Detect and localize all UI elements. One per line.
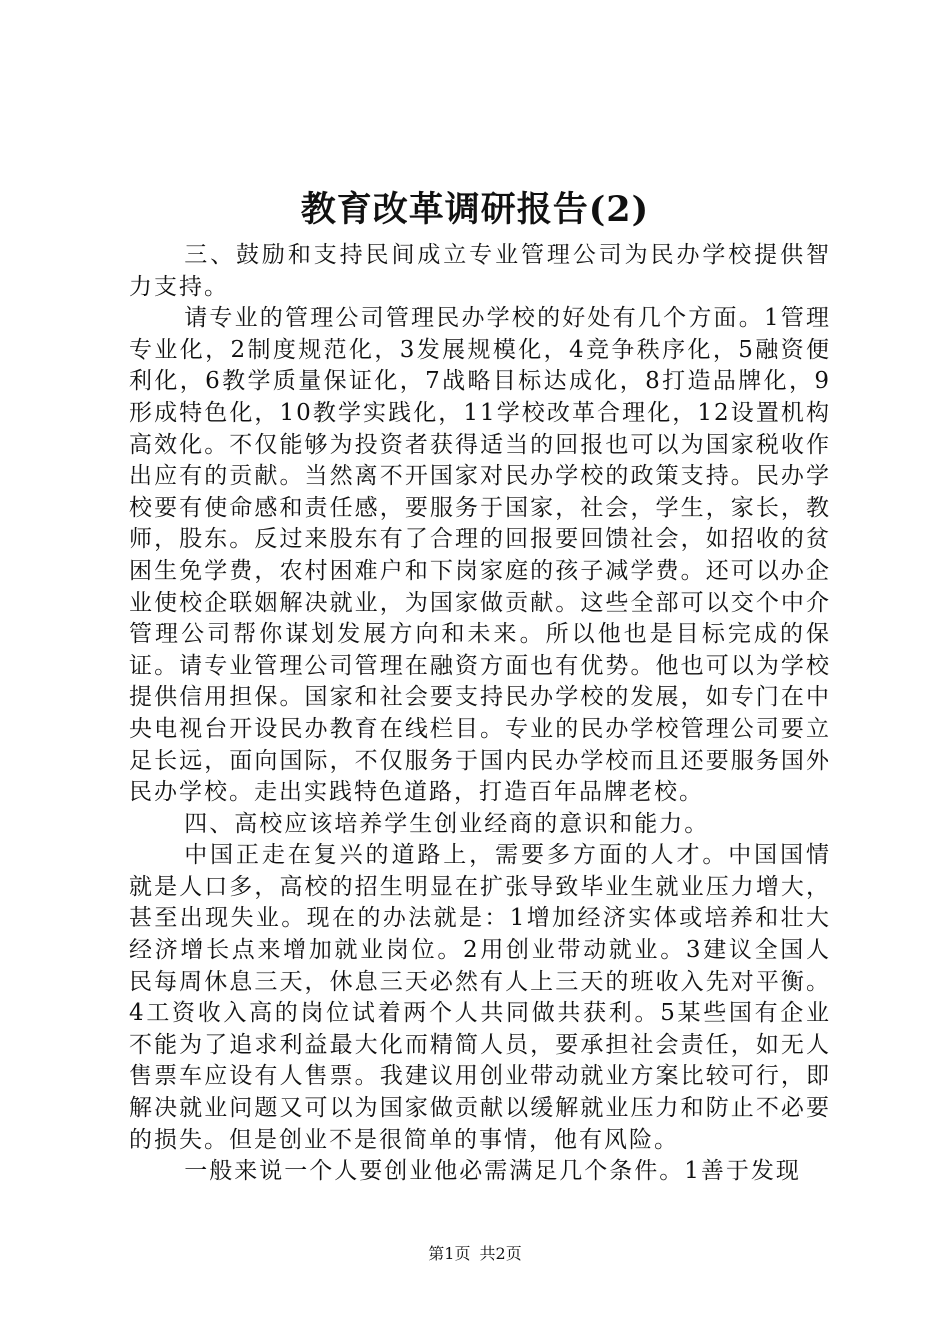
paragraph: 请专业的管理公司管理民办学校的好处有几个方面。1管理专业化，2制度规范化，3发展规模化，4竞争秩序化，5融资便利化，6教学质量保证化，7战略目标达成化，8打造品牌化，9形成特色化，10教学实践化，11学校改革合理化，12设置机构高效化。不仅能够为投资者获得适当的回报也可以为国家税收作出应有的贡献。当然离不开国家对民办学校的政策支持。民办学校要有使命感和责任感，要服务于国家，社会，学生，家长，教师，股东。反过来股东有了合理的回报要回馈社会，如招收的贫困生免学费，农村困难户和下岗家庭的孩子减学费。还可以办企业使校企联姻解决就业，为国家做贡献。这些全部可以交个中介管理公司帮你谋划发展方向和未来。所以他也是目标完成的保证。请专业管理公司管理在融资方面也有优势。他也可以为学校提供信用担保。国家和社会要支持民办学校的发展，如专门在中央电视台开设民办教育在线栏目。专业的民办学校管理公司要立足长远，面向国际，不仅服务于国内民办学校而且还要服务国外民办学校。走出实践特色道路，打造百年品牌老校。 (129, 305, 831, 806)
paragraph: 四、高校应该培养学生创业经商的意识和能力。 (184, 810, 710, 837)
paragraph: 三、鼓励和支持民间成立专业管理公司为民办学校提供智力支持。 (129, 242, 831, 300)
paragraph: 中国正走在复兴的道路上，需要多方面的人才。中国国情就是人口多，高校的招生明显在扩张导致毕业生就业压力增大，甚至出现失业。现在的办法就是：1增加经济实体或培养和壮大经济增长点来增加就业岗位。2用创业带动就业。3建议全国人民每周休息三天，休息三天必然有人上三天的班收入先对平衡。4工资收入高的岗位试着两个人共同做共获利。5某些国有企业不能为了追求利益最大化而精简人员，要承担社会责任，如无人售票车应设有人售票。我建议用创业带动就业方案比较可行，即解决就业问题又可以为国家做贡献以缓解就业压力和防止不必要的损失。但是创业不是很简单的事情，他有风险。 (129, 842, 831, 1153)
page-footer: 第1页 共2页 (428, 1244, 522, 1263)
document-body (129, 240, 831, 1188)
paragraph: 一般来说一个人要创业他必需满足几个条件。1善于发现 (184, 1158, 801, 1185)
document-title: 教育改革调研报告(2) (300, 189, 650, 230)
